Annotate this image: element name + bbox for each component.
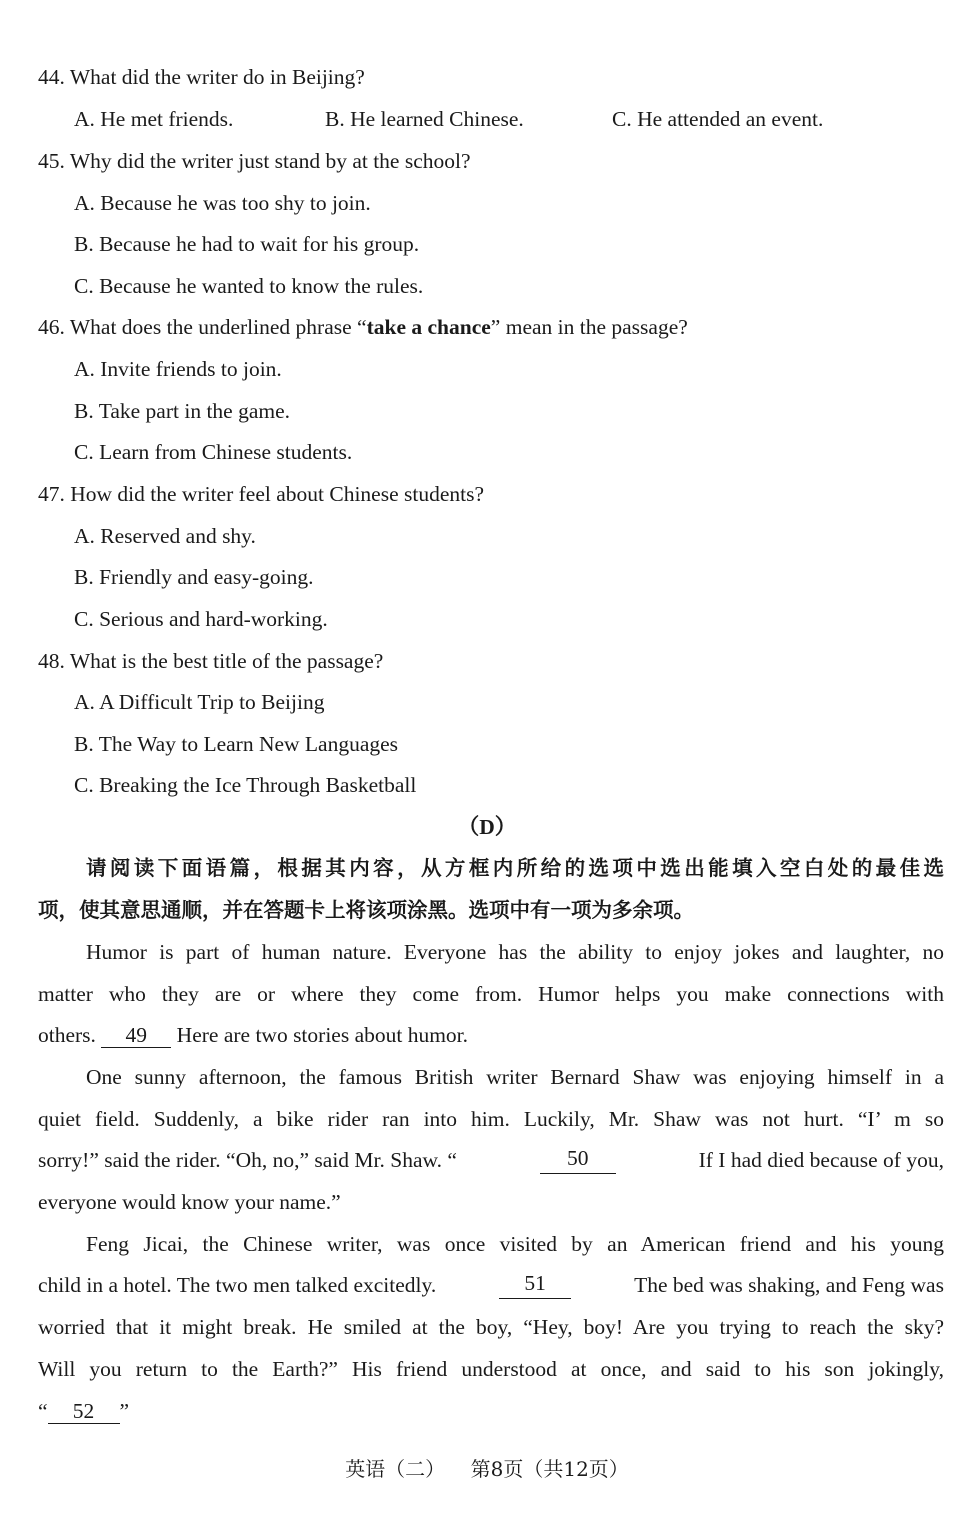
passage-p1-line-3: others. 49 Here are two stories about humor. <box>38 1023 469 1047</box>
passage-p1-line-2: matter who they are or where they come from. Humor helps you make connections with <box>38 982 944 1006</box>
passage-p3-line-4: Will you return to the Earth?” His friend understood at once, and said to his son jokingly, <box>38 1357 944 1381</box>
option-44-a[interactable]: A. He met friends. <box>74 107 234 131</box>
option-47-c[interactable]: C. Serious and hard-working. <box>74 607 328 631</box>
option-46-b[interactable]: B. Take part in the game. <box>74 399 291 423</box>
footer-page-info: 第8页（共12页） <box>470 1457 629 1481</box>
question-46: 46. What does the underlined phrase “take a chance” mean in the passage? <box>38 315 688 339</box>
blank-49[interactable]: 49 <box>101 1023 171 1048</box>
instructions-line-2: 项，使其意思通顺，并在答题卡上将该项涂黑。选项中有一项为多余项。 <box>38 898 694 922</box>
question-44-options <box>0 105 974 133</box>
underlined-phrase: take a chance <box>366 315 491 339</box>
question-47: 47. How did the writer feel about Chinese students? <box>38 482 485 506</box>
passage-p3-line-3: worried that it might break. He smiled at the boy, “Hey, boy! Are you trying to reach the sky? <box>38 1315 944 1339</box>
option-48-a[interactable]: A. A Difficult Trip to Beijing <box>74 690 325 714</box>
passage-p2-line-1: One sunny afternoon, the famous British writer Bernard Shaw was enjoying himself in a <box>86 1065 944 1089</box>
option-44-c[interactable]: C. He attended an event. <box>612 107 824 131</box>
option-45-b[interactable]: B. Because he had to wait for his group. <box>74 232 420 256</box>
option-45-c[interactable]: C. Because he wanted to know the rules. <box>74 274 424 298</box>
passage-p2-line-2: quiet field. Suddenly, a bike rider ran into him. Luckily, Mr. Shaw was not hurt. “I’ m so <box>38 1107 944 1131</box>
passage-p2-line-3: sorry!” said the rider. “Oh, no,” said Mr. Shaw. “ 50 If I had died because of you, <box>38 1146 944 1172</box>
option-45-a[interactable]: A. Because he was too shy to join. <box>74 191 371 215</box>
option-48-c[interactable]: C. Breaking the Ice Through Basketball <box>74 773 417 797</box>
blank-51[interactable]: 51 <box>499 1271 571 1299</box>
passage-p1-line-1: Humor is part of human nature. Everyone has the ability to enjoy jokes and laughter, no <box>86 940 944 964</box>
section-d-heading: （D） <box>457 815 517 839</box>
footer-subject: 英语（二） <box>345 1457 446 1481</box>
instructions-line-1: 请阅读下面语篇，根据其内容，从方框内所给的选项中选出能填入空白处的最佳选 <box>86 856 944 880</box>
passage-p3-line-2: child in a hotel. The two men talked excitedly. 51 The bed was shaking, and Feng was <box>38 1271 944 1297</box>
option-44-b[interactable]: B. He learned Chinese. <box>325 107 524 131</box>
option-47-b[interactable]: B. Friendly and easy-going. <box>74 565 314 589</box>
option-46-a[interactable]: A. Invite friends to join. <box>74 357 282 381</box>
question-44: 44. What did the writer do in Beijing? <box>38 65 365 89</box>
passage-p2-line-4: everyone would know your name.” <box>38 1190 341 1214</box>
passage-p3-line-5: “ 52 ” <box>38 1399 130 1423</box>
page-footer <box>0 1455 974 1483</box>
passage-p3-line-1: Feng Jicai, the Chinese writer, was once visited by an American friend and his young <box>86 1232 944 1256</box>
blank-50[interactable]: 50 <box>540 1146 616 1174</box>
option-48-b[interactable]: B. The Way to Learn New Languages <box>74 732 399 756</box>
option-47-a[interactable]: A. Reserved and shy. <box>74 524 256 548</box>
question-45: 45. Why did the writer just stand by at the school? <box>38 149 471 173</box>
option-46-c[interactable]: C. Learn from Chinese students. <box>74 440 353 464</box>
question-48: 48. What is the best title of the passage? <box>38 649 384 673</box>
blank-52[interactable]: 52 <box>48 1399 120 1424</box>
